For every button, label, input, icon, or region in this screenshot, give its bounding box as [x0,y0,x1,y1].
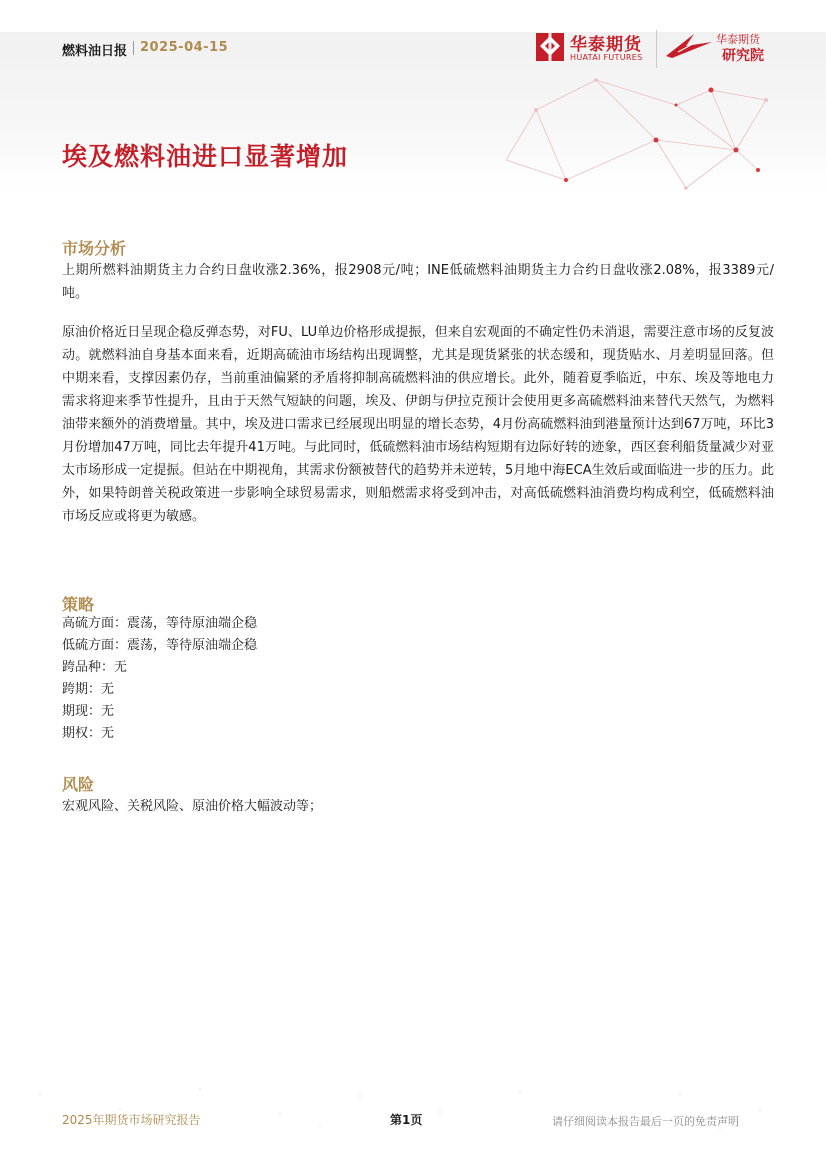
page-number: 第1页 [390,1113,423,1127]
report-title: 埃及燃料油进口显著增加 [62,142,349,171]
strategy-item-high-sulfur: 高硫方面：震荡，等待原油端企稳 [62,616,258,631]
footer-report-label: 2025年期货市场研究报告 [62,1113,201,1127]
huatai-logo-icon [536,30,564,64]
market-analysis-paragraph: 原油价格近日呈现企稳反弹态势，对FU、LU单边价格形成提振，但来自宏观面的不确定性仍未消退，需要注意市场的反复波动。就燃料油自身基本面来看，近期高硫油市场结构出现调整，尤其是现货紧张的状态缓和，现货贴水、月差明显回落。但中期来看，支撑因素仍存，当前重油偏紧的矛盾将抑制高硫燃料油的供应增长。此外，随着夏季临近，中东、埃及等地电力需求将迎来季节性提升，且由于天然气短缺的问题，埃及、伊朗与伊拉克预计会使用更多高硫燃料油来替代天然气，为燃料油带来额外的消费增量。其中，埃及进口需求已经展现出明显的增长态势，4月份高硫燃料油到港量预计达到67万吨，环比3月份增加47万吨，同比去年提升41万吨。与此同时，低硫燃料油市场结构短期有边际好转的迹象，西区套利船货量减少对亚太市场形成一定提振。但站在中期视角，其需求份额被替代的趋势并未逆转，5月地中海ECA生效后或面临进一步的压力。此外，如果特朗普关税政策进一步影响全球贸易需求，则船燃需求将受到冲击，对高低硫燃料油消费均构成利空，低硫燃料油市场反应或将更为敏感。 [62,325,774,524]
strategy-item-options: 期权：无 [62,726,115,741]
risk-heading: 风险 [62,775,95,794]
market-analysis-heading: 市场分析 [62,239,127,258]
report-date: 2025-04-15 [140,40,229,55]
strategy-heading: 策略 [62,595,95,614]
logo-chinese-name: 华泰期货 [570,35,642,55]
strategy-item-cross-variety: 跨品种：无 [62,660,128,675]
footer-disclaimer: 请仔细阅读本报告最后一页的免责声明 [552,1115,739,1128]
logo-english-name: HUATAI FUTURES [570,53,643,62]
strategy-item-basis: 期现：无 [62,704,115,719]
strategy-item-calendar: 跨期：无 [62,682,115,697]
risk-text: 宏观风险、关税风险、原油价格大幅波动等； [62,799,323,814]
market-summary-paragraph: 上期所燃料油期货主力合约日盘收涨2.36%，报2908元/吨；INE低硫燃料油期货主力合约日盘收涨2.08%，报3389元/吨。 [62,263,774,301]
strategy-item-low-sulfur: 低硫方面：震荡，等待原油端企稳 [62,638,258,653]
institute-name-line2: 研究院 [722,48,764,64]
logo-divider [656,30,657,68]
network-graphic [506,70,776,192]
report-name: 燃料油日报 [62,44,128,59]
institute-logo-icon [664,32,714,60]
institute-name-line1: 华泰期货 [716,33,760,46]
header-separator [133,41,134,55]
